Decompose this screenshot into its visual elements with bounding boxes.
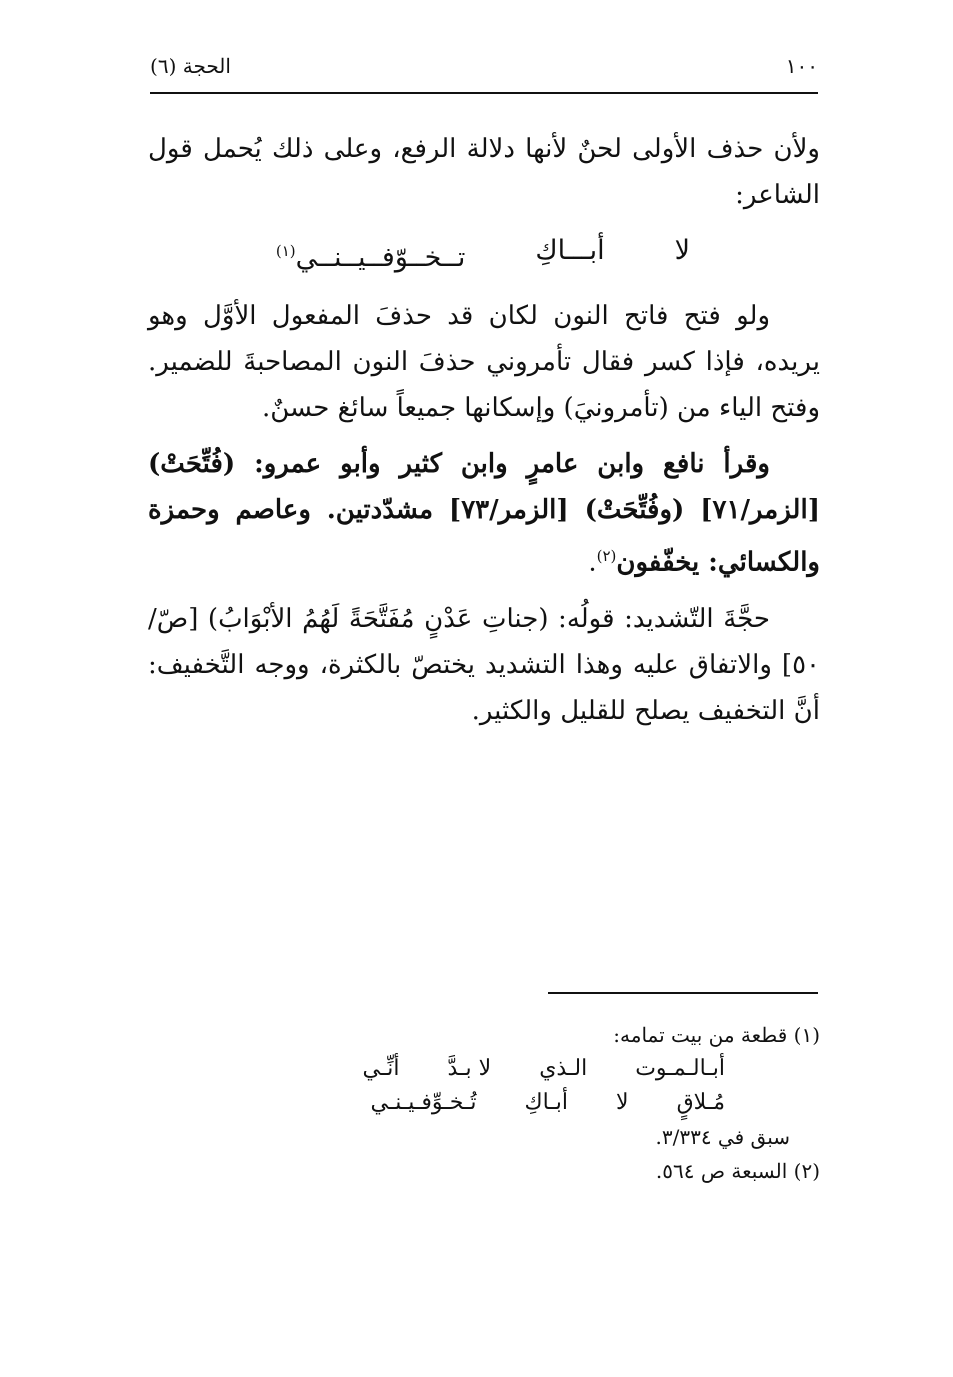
footnote-2: (٢) السبعة ص ٥٦٤. — [655, 1159, 820, 1183]
footnote-1-verse-2 — [150, 1086, 820, 1120]
verse-word-2: أبـــاكِ — [535, 235, 605, 266]
paragraph-3 — [148, 441, 820, 586]
verse-word-3 — [276, 228, 465, 281]
verse-word-3-text: تــخــوّفــيــنــي — [295, 242, 466, 273]
page-header — [150, 52, 818, 94]
fn-verse1-word: الـذي — [539, 1056, 588, 1081]
footnote-divider — [548, 992, 818, 994]
footnote-ref-2: (٢) — [596, 547, 617, 565]
paragraph-2: ولو فتح فاتح النون لكان قد حذفَ المفعول الأوَّل وهو يريده، فإذا كسر فقال تأمروني حذفَ النون المصاحبةَ للضمير. وفتح الياء من (تأمرونيَ) وإسكانها جميعاً سائغ حسنٌ. — [148, 301, 820, 423]
paragraph-3-end: . — [588, 547, 597, 578]
verse-word-1: لا — [674, 235, 690, 266]
paragraph-4: حجَّةَ التّشديد: قولُه: (جناتِ عَدْنٍ مُفَتَّحَةً لَهُمُ الأبْوَابُ) [صّ/٥٠] والاتفاق عليه وهذا التشديد يختصّ بالكثرة، ووجه التَّخفيف: أنَّ التخفيف يصلح للقليل والكثير. — [148, 603, 820, 726]
fn-verse2-word: لا — [616, 1090, 629, 1115]
fn-verse2-word: مُـلاقٍ — [676, 1090, 725, 1115]
footnote-1-intro: (١) قطعة من بيت تمامه: — [613, 1023, 820, 1047]
running-title: الحجة (٦) — [150, 54, 231, 78]
fn-verse1-word: أبـالـمـوت — [635, 1056, 725, 1081]
footnote-ref-1: (١) — [275, 242, 296, 260]
verse-quote — [148, 228, 820, 281]
readings-text: وقرأ نافع وابن عامرٍ وابن كثير وأبو عمرو: (فُتِّحَتْ) [الزمر/٧١] (وفُتِّحَتْ) [الزمر/٧٣] مشدّدتين. وعاصم وحمزة والكسائي: يخفّفون — [148, 449, 820, 578]
footnote-1-ref: سبق في ٣/٣٣٤. — [655, 1125, 790, 1149]
fn-verse2-word: تُـخـوِّفـيـنـي — [370, 1090, 477, 1115]
main-text — [148, 126, 820, 744]
footnotes — [150, 1018, 820, 1188]
page-number: ١٠٠ — [785, 54, 818, 78]
fn-verse1-word: أنِّـي — [362, 1056, 400, 1081]
fn-verse1-word: لا بـدَّ — [447, 1056, 492, 1081]
footnote-1-verse-1 — [150, 1052, 820, 1086]
fn-verse2-word: أبـاكِ — [524, 1090, 569, 1115]
paragraph-1: ولأن حذف الأولى لحنٌ لأنها دلالة الرفع، وعلى ذلك يُحمل قول الشاعر: — [148, 134, 820, 210]
